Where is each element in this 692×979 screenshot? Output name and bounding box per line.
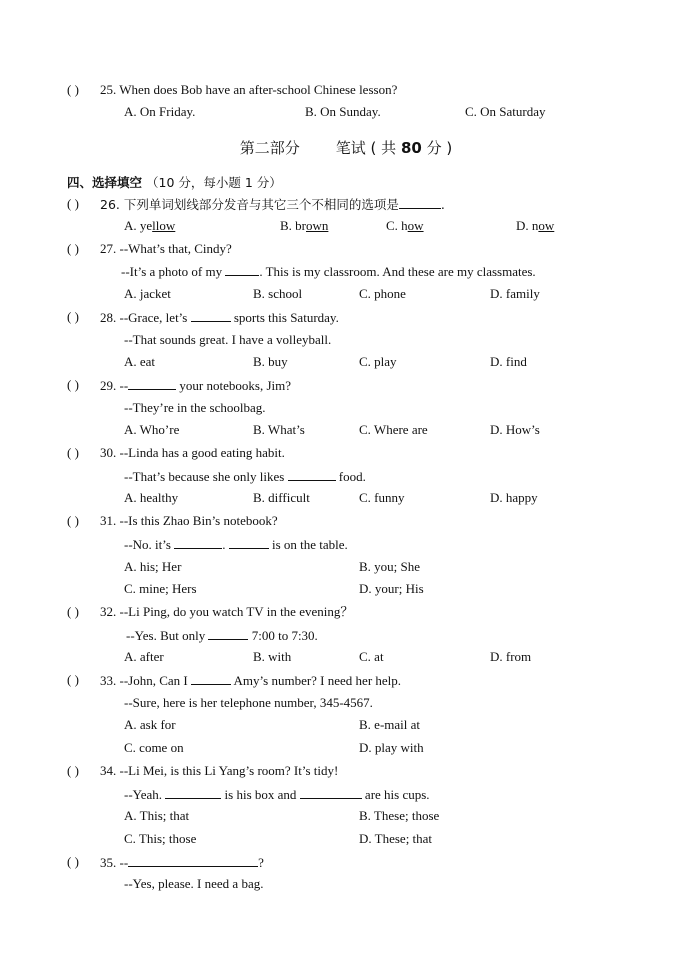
option-a: A. This; that: [124, 808, 190, 823]
answer-blank: [208, 627, 248, 640]
answer-blank: [288, 468, 336, 481]
option-b: B. On Sunday.: [305, 104, 381, 119]
answer-paren: ( ): [67, 604, 79, 619]
part-title-right-post: 分 ): [421, 139, 453, 157]
option-d: D. happy: [490, 490, 538, 505]
option-c: C. On Saturday: [465, 104, 546, 119]
answer-paren: ( ): [67, 82, 79, 97]
dialogue-line: --That sounds great. I have a volleyball.: [124, 332, 332, 347]
option-d: D. How’s: [490, 422, 540, 437]
option-a: A. healthy: [124, 490, 179, 505]
answer-paren: ( ): [67, 445, 79, 460]
option-c: C. phone: [359, 286, 406, 301]
answer-blank: [225, 263, 259, 276]
underlined-part: ow: [538, 218, 555, 233]
question-stem: 25. When does Bob have an after-school Chinese lesson?: [100, 82, 398, 97]
option-d: D. from: [490, 649, 532, 664]
option-b: B. brown: [280, 218, 329, 233]
part-title-left: 第二部分: [239, 139, 300, 157]
question-tail: .: [440, 197, 445, 212]
option-a: A. ask for: [124, 717, 176, 732]
option-c: C. come on: [124, 740, 184, 755]
dialogue-line: --No. it’s . is on the table.: [124, 537, 348, 552]
option-c: C. how: [386, 218, 424, 233]
answer-paren: ( ): [67, 763, 79, 778]
option-b: B. with: [253, 649, 292, 664]
section-heading-title: 四、选择填空: [67, 175, 143, 190]
question-stem: 32. --Li Ping, do you watch TV in the evening？: [100, 604, 354, 619]
answer-blank: [191, 672, 231, 685]
option-b: B. What’s: [253, 422, 305, 437]
part-title-score: 80: [400, 139, 422, 157]
dialogue-line: --Yeah. is his box and are his cups.: [124, 787, 430, 802]
option-b: B. e-mail at: [359, 717, 421, 732]
answer-blank: [229, 536, 269, 549]
option-c: C. mine; Hers: [124, 581, 197, 596]
part-title-right-pre: 笔试 ( 共: [335, 139, 401, 157]
option-b: B. school: [253, 286, 303, 301]
answer-paren: ( ): [67, 854, 79, 869]
dialogue-line: --They’re in the schoolbag.: [124, 400, 266, 415]
option-a: A. eat: [124, 354, 156, 369]
option-a: A. On Friday.: [124, 104, 196, 119]
section-heading-note: （10 分，每小题 1 分）: [146, 175, 282, 190]
question-stem: 30. --Linda has a good eating habit.: [100, 445, 285, 460]
dialogue-line: --It’s a photo of my . This is my classroom. And these are my classmates.: [121, 264, 536, 279]
option-b: B. difficult: [253, 490, 310, 505]
answer-paren: ( ): [67, 309, 79, 324]
answer-paren: ( ): [67, 513, 79, 528]
dialogue-line: --Yes. But only 7:00 to 7:30.: [126, 628, 318, 643]
option-b: B. These; those: [359, 808, 440, 823]
option-a: A. after: [124, 649, 164, 664]
option-d: D. your; His: [359, 581, 424, 596]
answer-blank: [128, 377, 176, 390]
answer-blank: [300, 786, 362, 799]
question-stem: 33. --John, Can I: [100, 673, 191, 688]
question-stem: 29. --: [100, 378, 129, 393]
answer-blank: [191, 309, 231, 322]
question-stem: 31. --Is this Zhao Bin’s notebook?: [100, 513, 278, 528]
option-d: D. now: [516, 218, 555, 233]
dialogue-line: --Sure, here is her telephone number, 345-4567.: [124, 695, 373, 710]
dialogue-line: --That’s because she only likes food.: [124, 469, 366, 484]
option-c: C. funny: [359, 490, 405, 505]
underlined-part: own: [306, 218, 329, 233]
section-heading: [67, 173, 282, 191]
answer-blank: [174, 536, 222, 549]
option-a: A. Who’re: [124, 422, 180, 437]
question-stem: 27. --What’s that, Cindy?: [100, 241, 232, 256]
option-d: D. find: [490, 354, 527, 369]
answer-paren: ( ): [67, 377, 79, 392]
answer-blank: [165, 786, 221, 799]
option-c: C. at: [359, 649, 384, 664]
dialogue-line: --Yes, please. I need a bag.: [124, 876, 264, 891]
question-stem: 28. --Grace, let’s: [100, 310, 191, 325]
option-b: B. buy: [253, 354, 288, 369]
option-a: A. his; Her: [124, 559, 182, 574]
answer-blank: [128, 854, 258, 867]
part-title: [0, 137, 692, 158]
option-b: B. you; She: [359, 559, 421, 574]
question-stem: 34. --Li Mei, is this Li Yang’s room? It’s tidy!: [100, 763, 339, 778]
answer-blank: [399, 196, 441, 209]
answer-paren: ( ): [67, 241, 79, 256]
option-a: A. yellow: [124, 218, 176, 233]
option-c: C. play: [359, 354, 397, 369]
question-stem: 35. --: [100, 855, 129, 870]
option-c: C. Where are: [359, 422, 428, 437]
answer-paren: ( ): [67, 196, 79, 211]
answer-paren: ( ): [67, 672, 79, 687]
option-c: C. This; those: [124, 831, 197, 846]
option-a: A. jacket: [124, 286, 171, 301]
option-d: D. These; that: [359, 831, 433, 846]
underlined-part: llow: [152, 218, 176, 233]
underlined-part: ow: [407, 218, 424, 233]
option-d: D. play with: [359, 740, 424, 755]
option-d: D. family: [490, 286, 540, 301]
question-stem: 26. 下列单词划线部分发音与其它三个不相同的选项是: [100, 197, 399, 212]
